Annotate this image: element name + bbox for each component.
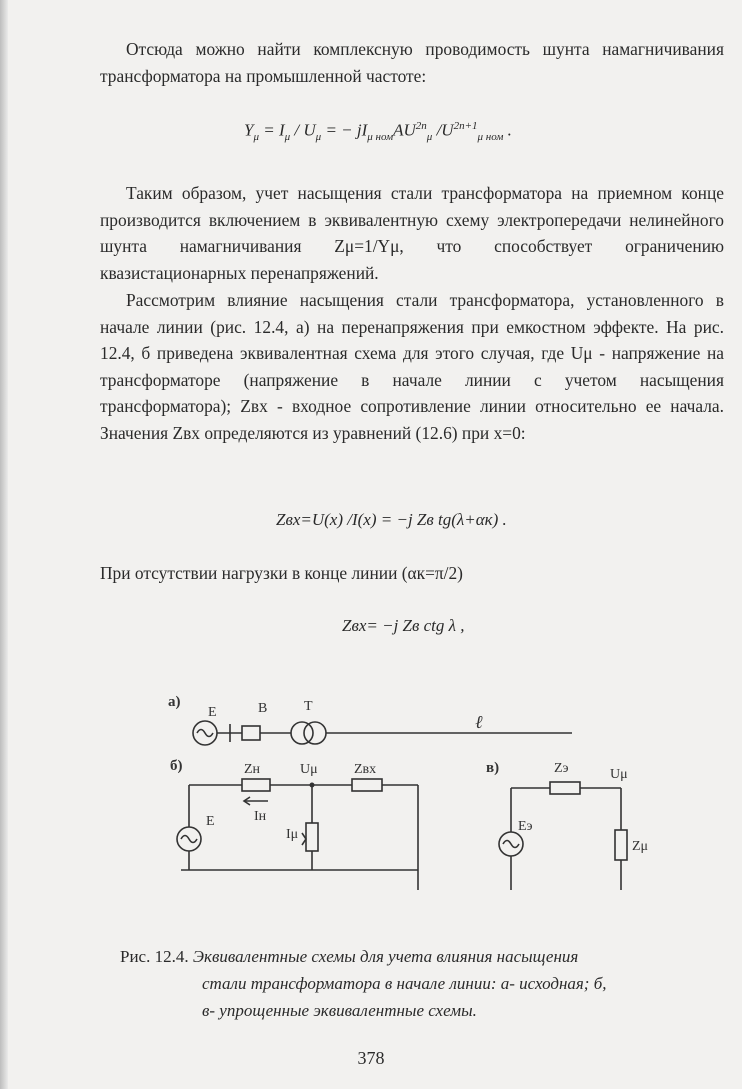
formula1-end: .: [503, 120, 512, 140]
label-v: в): [486, 760, 500, 776]
page-edge-shadow: [0, 0, 8, 1089]
label-a-line: ℓ: [475, 712, 483, 732]
zmu-resistor: [615, 830, 627, 860]
formula1-part4: AU: [393, 120, 416, 140]
label-b: б): [170, 758, 183, 774]
formula1-part1: = I: [259, 120, 285, 140]
figure-equivalent-schemes: [0, 680, 742, 920]
formula1-part2: / U: [290, 120, 316, 140]
label-b-In: Iн: [254, 809, 267, 824]
scheme-v: [499, 782, 627, 890]
transformer-coil-2: [304, 722, 326, 744]
formula1-part3-sub: μ ном: [367, 131, 394, 144]
label-a: а): [168, 694, 181, 710]
page-number: 378: [357, 1048, 385, 1068]
formula-no-load: Zвх= −j Zв ctg λ ,: [342, 616, 465, 635]
transformer-coil-1: [291, 722, 313, 744]
formula1-part5-sub: μ ном: [477, 131, 504, 144]
sine-icon: [503, 841, 519, 848]
imu-resistor: [306, 823, 318, 851]
formula1-part1-sub: μ: [284, 131, 291, 144]
paragraph-3: Рассмотрим влияние насыщения стали трансформатора, установленного в начале линии (рис. 12.4, а) на перенапряжения при емкостном эффекте. На рис. 12.4, б приведена эквивалентная схема для этого случая, где Uμ - напряжение на трансформаторе (напряжение в начале линии с учетом насыщения трансформатора); Zвх - входное сопротивление линии относительно ее начала. Значения Zвх определяются из уравнений (12.6) при x=0:: [100, 290, 724, 443]
label-v-Ee: Eэ: [518, 819, 533, 834]
label-b-Zn: Zн: [244, 762, 261, 777]
label-a-T: T: [304, 699, 313, 714]
scheme-a: [193, 721, 572, 745]
label-a-E: E: [208, 705, 217, 720]
formula1-part4-sup: 2n: [415, 120, 427, 132]
zvx-resistor: [352, 779, 382, 791]
ze-resistor: [550, 782, 580, 794]
label-b-Umu: Uμ: [300, 762, 318, 777]
formula1-part4-sub: μ: [426, 131, 433, 144]
label-b-E: E: [206, 814, 215, 829]
label-v-Ze: Zэ: [554, 761, 569, 776]
paragraph-4: При отсутствии нагрузки в конце линии (αк=π/2): [100, 563, 463, 583]
junction-dot: [310, 783, 315, 788]
caption-line-1: [120, 943, 724, 970]
formula-input-impedance: Zвх=U(x) /I(x) = −j Zв tg(λ+αк) .: [276, 510, 507, 529]
sine-icon: [181, 836, 197, 843]
label-b-Imu: Iμ: [286, 827, 299, 842]
sine-icon: [197, 730, 213, 737]
caption-line-2: стали трансформатора в начале линии: а- исходная; б,: [202, 974, 607, 993]
formula1-lhs-sub: μ: [253, 131, 259, 144]
formula1-part3: = − jI: [321, 120, 368, 140]
figure-caption: [120, 943, 724, 1024]
caption-line-3: в- упрощенные эквивалентные схемы.: [202, 1001, 477, 1020]
zn-resistor: [242, 779, 270, 791]
formula1-lhs: Y: [244, 120, 254, 140]
label-v-Umu: Uμ: [610, 767, 628, 782]
formula-admittance: [244, 120, 512, 143]
caption-text-1: Эквивалентные схемы для учета влияния насыщения: [192, 947, 579, 966]
label-v-Zmu: Zμ: [632, 839, 649, 854]
formula1-part5-sup: 2n+1: [453, 120, 478, 132]
formula1-part5: /U: [432, 120, 454, 140]
label-a-B: B: [258, 701, 268, 716]
breaker-box: [242, 726, 260, 740]
paragraph-1: Отсюда можно найти комплексную проводимость шунта намагничивания трансформатора на промышленной частоте:: [100, 39, 724, 86]
formula1-part2-sub: μ: [315, 131, 322, 144]
paragraph-2: Таким образом, учет насыщения стали трансформатора на приемном конце производится включением в эквивалентную схему электропередачи нелинейного шунта намагничивания Zμ=1/Yμ, что способствует ограничению квазистационарных перенапряжений.: [100, 183, 724, 283]
label-b-Zvx: Zвх: [354, 762, 377, 777]
caption-label: Рис. 12.4.: [120, 947, 189, 966]
